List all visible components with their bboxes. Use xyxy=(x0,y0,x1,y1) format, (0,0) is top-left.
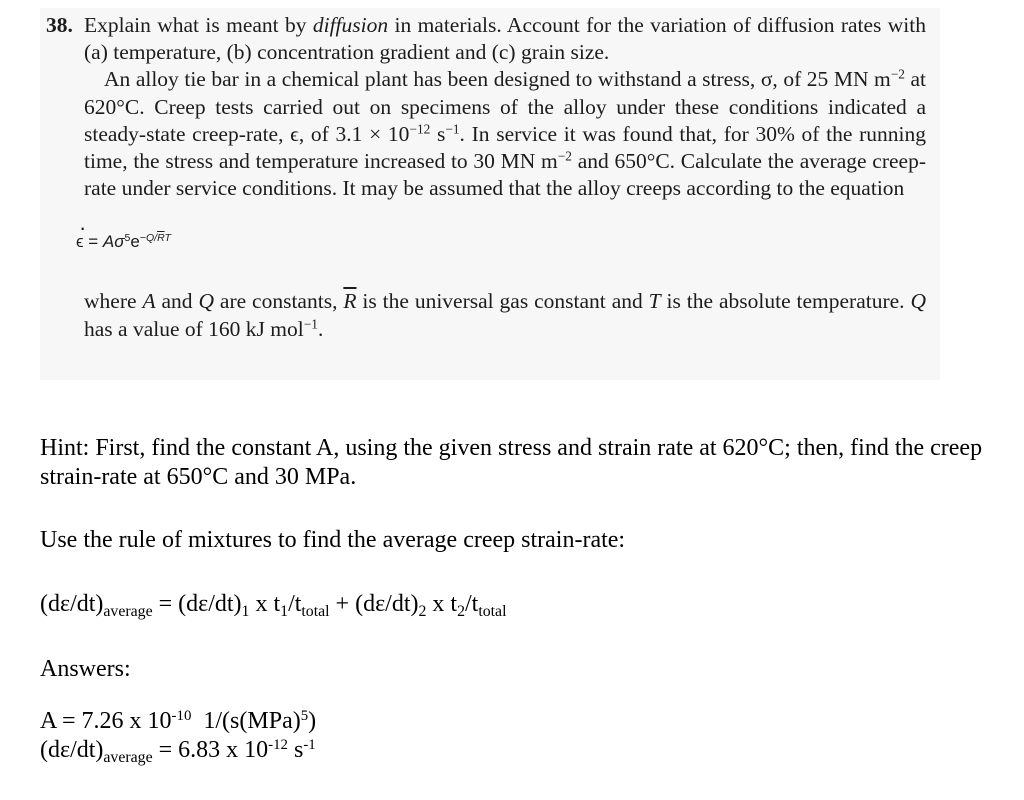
def-text: are constants, xyxy=(213,289,344,314)
equation-definitions xyxy=(84,288,926,342)
exponent: −2 xyxy=(890,67,905,83)
answer-part: (dε/dt) xyxy=(40,737,104,763)
eq-exponent xyxy=(140,233,171,245)
answer-part: = 6.83 x 10 xyxy=(152,737,269,763)
formula-part: /t xyxy=(465,591,479,617)
def-text: where xyxy=(84,289,143,314)
body-text: at 620°C. Creep tests carried out on specimens of the alloy under these conditions indicated a steady-state creep-rate, ϵ, of 3.1 × 10 xyxy=(84,67,926,146)
subscript: average xyxy=(103,602,153,620)
question-body xyxy=(84,66,926,202)
body-text: An alloy tie bar in a chemical plant has been designed to withstand a stress, σ, of 25 MN m xyxy=(104,67,891,92)
intro-text-cont: in materials. Account for the variation of diffusion rates with (a) temperature, (b) concentration gradient and (c) grain size. xyxy=(84,13,926,65)
answers-label: Answers: xyxy=(40,656,131,682)
answer-part: 1/(s(MPa) xyxy=(191,708,301,734)
def-var: Q xyxy=(198,289,214,314)
scanned-question xyxy=(46,12,926,343)
average-formula xyxy=(40,590,1000,619)
eq-term: Aσ xyxy=(102,232,125,252)
formula-part: x t xyxy=(426,591,458,617)
subscript: total xyxy=(478,602,507,620)
subscript: 1 xyxy=(241,602,250,620)
diffusion-term: diffusion xyxy=(312,13,389,37)
strain-rate-symbol: · ϵ xyxy=(76,228,84,255)
formula-part: x t xyxy=(249,591,281,617)
intro-text: Explain what is meant by xyxy=(84,13,313,37)
def-text: and xyxy=(155,289,199,314)
rule-of-mixtures-text: Use the rule of mixtures to find the average creep strain-rate: xyxy=(40,527,626,553)
subscript: 2 xyxy=(418,602,427,620)
answer-constant-a xyxy=(40,707,1000,736)
exponent: −2 xyxy=(557,148,572,164)
subscript: 2 xyxy=(457,602,465,620)
exponent-part: T xyxy=(164,232,171,245)
formula-part: /t xyxy=(288,591,302,617)
exponent: 5 xyxy=(124,232,131,245)
answer-part: A = 7.26 x 10 xyxy=(40,708,172,734)
exponent-part: $\overline{R}$ xyxy=(157,232,165,245)
exponent: -10 xyxy=(171,707,192,724)
def-text: is the universal gas constant and xyxy=(356,289,649,314)
eq-term: e xyxy=(130,232,140,252)
def-var: Q xyxy=(910,289,927,314)
exponent: −12 xyxy=(409,121,431,137)
question-intro xyxy=(84,12,926,66)
answers-block xyxy=(40,707,1000,765)
exponent: −1 xyxy=(303,316,318,332)
body-text: . In service it was found that, for 30% of the running time, the stress and temperature increased to 30 MN m xyxy=(84,121,926,174)
def-text: . xyxy=(317,316,324,341)
def-var: T xyxy=(648,289,661,314)
subscript: total xyxy=(301,602,330,620)
formula-part: = (dε/dt) xyxy=(152,591,242,617)
exponent: -1 xyxy=(303,736,316,753)
answer-average-rate xyxy=(40,736,1000,765)
def-var: A xyxy=(142,289,156,314)
formula-part: + (dε/dt) xyxy=(329,591,419,617)
body-text: and 650°C. Calculate the average creep-rate under service conditions. It may be assumed that the alloy creeps according to the equation xyxy=(84,149,926,201)
body-text: s xyxy=(430,121,446,146)
creep-equation xyxy=(76,228,926,278)
subscript: average xyxy=(103,748,153,766)
question-number: 38. xyxy=(46,13,73,37)
answer-part: ) xyxy=(308,708,317,734)
formula-part: (dε/dt) xyxy=(40,591,104,617)
answer-part: s xyxy=(288,737,304,763)
hint-text: Hint: First, find the constant A, using the given stress and strain rate at 620°C; then, find the creep strain-rate at 650°C and 30 MPa. xyxy=(40,435,983,490)
exponent: -12 xyxy=(268,736,288,753)
def-text: is the absolute temperature. xyxy=(660,289,911,314)
equals-sign: = xyxy=(83,232,103,252)
def-text: has a value of 160 kJ mol xyxy=(84,316,304,341)
exponent-part: −Q/ xyxy=(139,232,158,245)
exponent: −1 xyxy=(445,121,460,137)
def-var: $\overline{R}$ xyxy=(343,289,357,314)
subscript: 1 xyxy=(280,602,289,620)
exponent: 5 xyxy=(300,707,309,724)
